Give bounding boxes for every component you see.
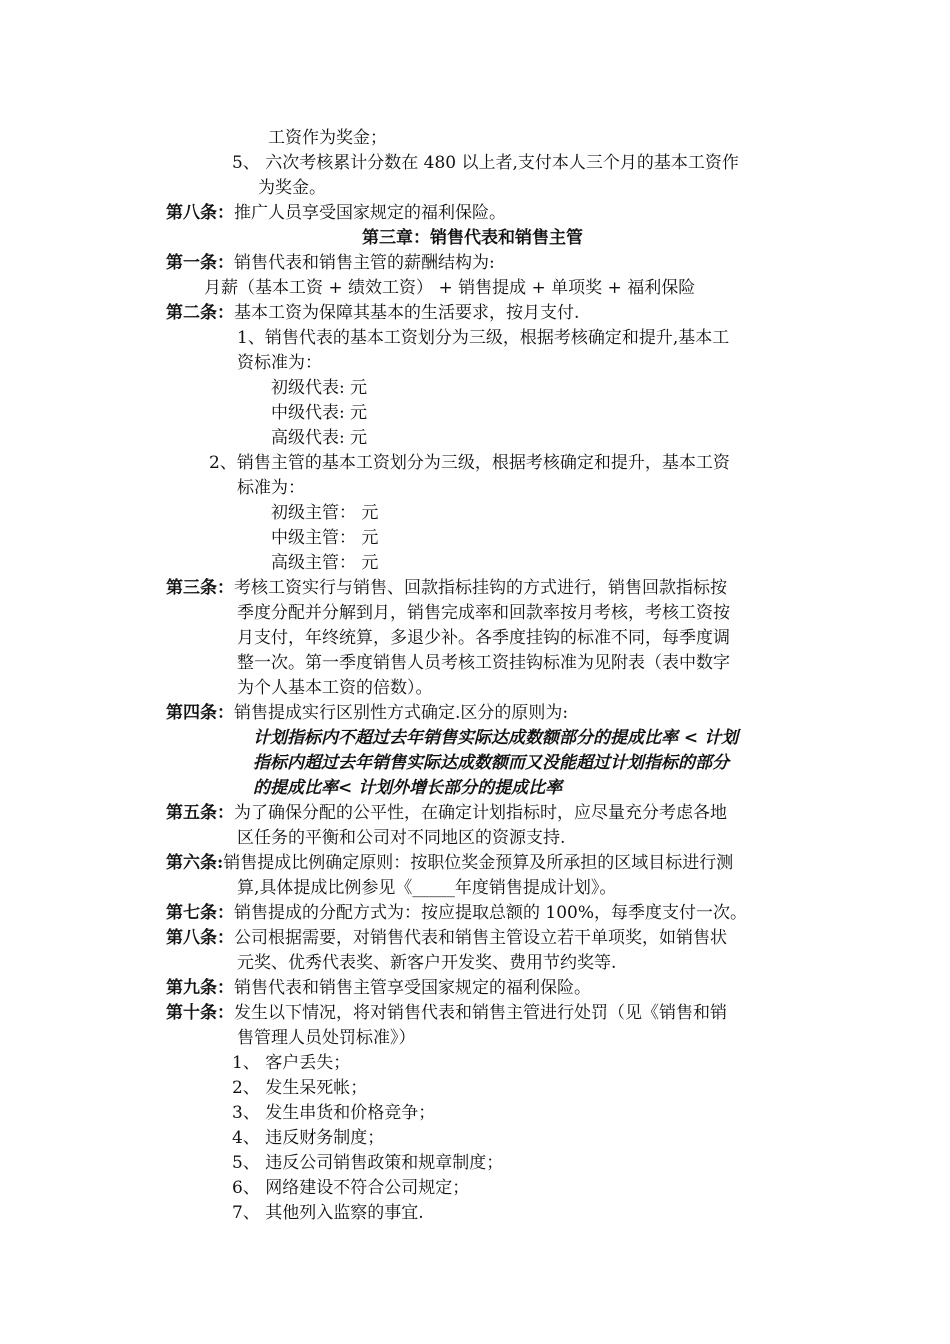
text-line: 2、销售主管的基本工资划分为三级，根据考核确定和提升，基本工资 bbox=[209, 453, 730, 473]
article-label: 第一条： bbox=[166, 253, 234, 273]
article-label: 第八条： bbox=[166, 203, 234, 223]
text-line: 算,具体提成比例参见《_____年度销售提成计划》。 bbox=[237, 878, 617, 898]
chapter-heading: 第三章：销售代表和销售主管 bbox=[362, 228, 583, 248]
article-text: 发生以下情况，将对销售代表和销售主管进行处罚（见《销售和销 bbox=[234, 1003, 727, 1023]
article-label: 第三条： bbox=[166, 578, 234, 598]
article-2-line bbox=[166, 301, 579, 325]
article-text: 基本工资为保障其基本的生活要求，按月支付. bbox=[234, 303, 580, 323]
article-label: 第七条： bbox=[166, 903, 234, 923]
text-line: 整一次。第一季度销售人员考核工资挂钩标准为见附表（表中数字 bbox=[237, 653, 730, 673]
article-text: 销售提成比例确定原则：按职位奖金预算及所承担的区域目标进行测 bbox=[223, 853, 734, 873]
penalty-item: 7、 其他列入监察的事宜. bbox=[232, 1203, 424, 1223]
rep-level-1: 初级代表: 元 bbox=[271, 378, 368, 398]
article-text: 考核工资实行与销售、回款指标挂钩的方式进行，销售回款指标按 bbox=[234, 578, 727, 598]
text-line: 月支付，年终统算，多退少补。各季度挂钩的标准不同，每季度调 bbox=[237, 628, 730, 648]
article-9-line bbox=[166, 976, 591, 1000]
article-4-line bbox=[166, 701, 568, 725]
penalty-item: 1、 客户丢失； bbox=[232, 1053, 351, 1073]
article-1-line bbox=[166, 251, 495, 275]
text-line: 季度分配并分解到月，销售完成率和回款率按月考核，考核工资按 bbox=[237, 603, 730, 623]
text-line: 资标准为： bbox=[237, 353, 322, 373]
article-text: 公司根据需要，对销售代表和销售主管设立若干单项奖，如销售状 bbox=[234, 928, 727, 948]
penalty-item: 6、 网络建设不符合公司规定； bbox=[232, 1178, 470, 1198]
article-8-line bbox=[166, 201, 506, 225]
article-text: 为了确保分配的公平性，在确定计划指标时，应尽量充分考虑各地 bbox=[234, 803, 727, 823]
article-label: 第八条： bbox=[166, 928, 234, 948]
article-text: 销售代表和销售主管享受国家规定的福利保险。 bbox=[234, 978, 591, 998]
rep-level-3: 高级代表: 元 bbox=[271, 428, 368, 448]
penalty-item: 2、 发生呆死帐； bbox=[232, 1078, 368, 1098]
rep-level-2: 中级代表: 元 bbox=[271, 403, 368, 423]
article-text: 销售代表和销售主管的薪酬结构为: bbox=[234, 253, 495, 273]
mgr-level-2: 中级主管： 元 bbox=[271, 528, 379, 548]
article-label: 第五条： bbox=[166, 803, 234, 823]
article-label: 第四条： bbox=[166, 703, 234, 723]
emphasis-line: 计划指标内不超过去年销售实际达成数额部分的提成比率 < 计划 bbox=[253, 728, 739, 748]
salary-formula: 月薪（基本工资 + 绩效工资） + 销售提成 + 单项奖 + 福利保险 bbox=[204, 278, 696, 298]
article-text: 销售提成的分配方式为：按应提取总额的 100%，每季度支付一次。 bbox=[234, 903, 748, 923]
text-line: 1、销售代表的基本工资划分为三级，根据考核确定和提升,基本工 bbox=[237, 328, 730, 348]
penalty-item: 5、 违反公司销售政策和规章制度； bbox=[232, 1153, 504, 1173]
article-5-line bbox=[166, 801, 727, 825]
article-label: 第二条： bbox=[166, 303, 234, 323]
text-line: 工资作为奖金； bbox=[268, 128, 387, 148]
text-line: 标准为： bbox=[237, 478, 305, 498]
text-line: 为个人基本工资的倍数）。 bbox=[237, 678, 433, 698]
article-label: 第九条： bbox=[166, 978, 234, 998]
article-text: 销售提成实行区别性方式确定.区分的原则为: bbox=[234, 703, 569, 723]
text-line: 区任务的平衡和公司对不同地区的资源支持. bbox=[237, 828, 566, 848]
article-text: 推广人员享受国家规定的福利保险。 bbox=[234, 203, 506, 223]
article-label: 第六条: bbox=[166, 853, 224, 873]
article-3-line bbox=[166, 576, 727, 600]
text-line: 售管理人员处罚标准》） bbox=[237, 1028, 416, 1048]
article-10-line bbox=[166, 1001, 727, 1025]
emphasis-line: 指标内超过去年销售实际达成数额而又没能超过计划指标的部分 bbox=[253, 753, 729, 773]
mgr-level-3: 高级主管： 元 bbox=[271, 553, 379, 573]
text-line: 元奖、优秀代表奖、新客户开发奖、费用节约奖等. bbox=[237, 953, 617, 973]
penalty-item: 4、 违反财务制度； bbox=[232, 1128, 385, 1148]
article-8b-line bbox=[166, 926, 727, 950]
article-label: 第十条： bbox=[166, 1003, 234, 1023]
mgr-level-1: 初级主管： 元 bbox=[271, 503, 379, 523]
text-line: 为奖金。 bbox=[258, 178, 326, 198]
article-7-line bbox=[166, 901, 747, 925]
emphasis-line: 的提成比率< 计划外增长部分的提成比率 bbox=[253, 778, 563, 798]
penalty-item: 3、 发生串货和价格竞争； bbox=[232, 1103, 436, 1123]
article-6-line bbox=[166, 851, 733, 875]
text-line: 5、 六次考核累计分数在 480 以上者,支付本人三个月的基本工资作 bbox=[232, 153, 739, 173]
